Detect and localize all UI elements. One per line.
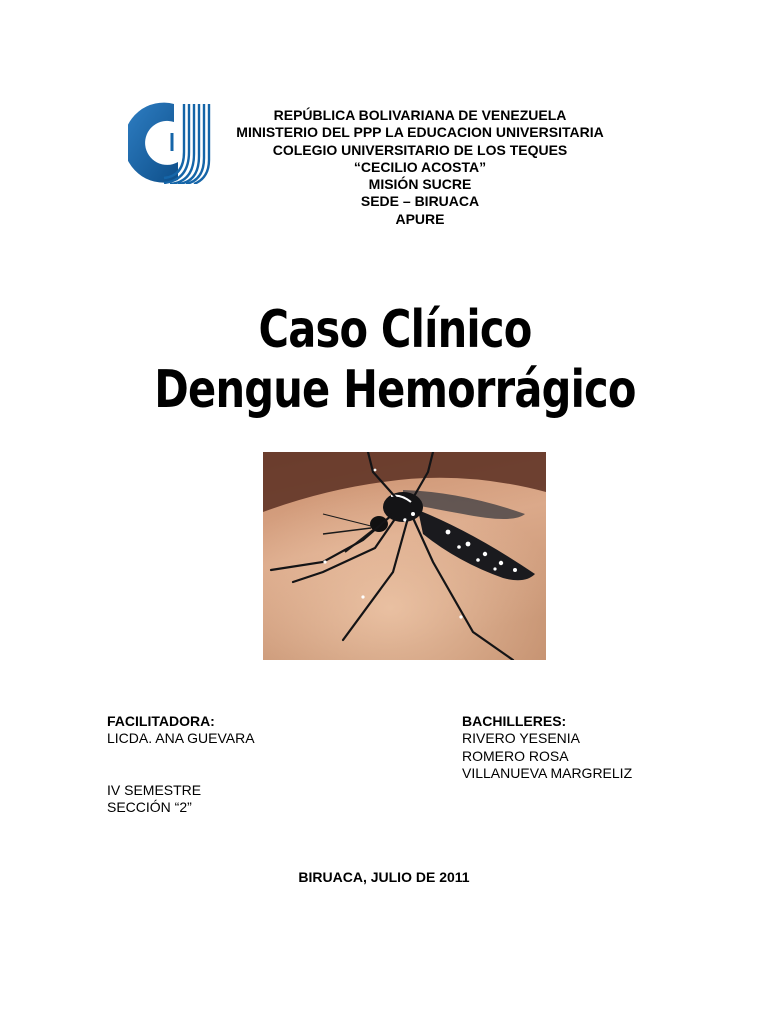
header-line: MISIÓN SUCRE (368, 176, 472, 193)
header-line: APURE (395, 210, 445, 227)
course-block (107, 782, 201, 817)
students-label: BACHILLERES: (462, 713, 567, 729)
document-title (79, 300, 711, 420)
facilitator-label: FACILITADORA: (107, 713, 215, 729)
section-text: SECCIÓN “2” (107, 799, 192, 816)
place-date: BIRUACA, JULIO DE 2011 (298, 869, 470, 885)
facilitator-name: LICDA. ANA GUEVARA (107, 730, 255, 747)
header-line: “CECILIO ACOSTA” (353, 158, 487, 175)
student-name: ROMERO ROSA (462, 747, 569, 764)
mosquito-photo (263, 452, 546, 660)
students-block (462, 713, 632, 782)
student-name: RIVERO YESENIA (462, 730, 581, 747)
institution-header (200, 107, 640, 228)
title-line-1: Caso Clínico (258, 300, 532, 360)
facilitator-block (107, 713, 255, 748)
student-name: VILLANUEVA MARGRELIZ (462, 764, 633, 781)
header-line: MINISTERIO DEL PPP LA EDUCACION UNIVERSITARIA (236, 124, 604, 141)
header-line: COLEGIO UNIVERSITARIO DE LOS TEQUES (272, 141, 568, 158)
semester-text: IV SEMESTRE (107, 782, 202, 798)
title-line-2: Dengue Hemorrágico (154, 360, 636, 420)
header-line: REPÚBLICA BOLIVARIANA DE VENEZUELA (273, 107, 567, 123)
header-line: SEDE – BIRUACA (360, 193, 480, 210)
